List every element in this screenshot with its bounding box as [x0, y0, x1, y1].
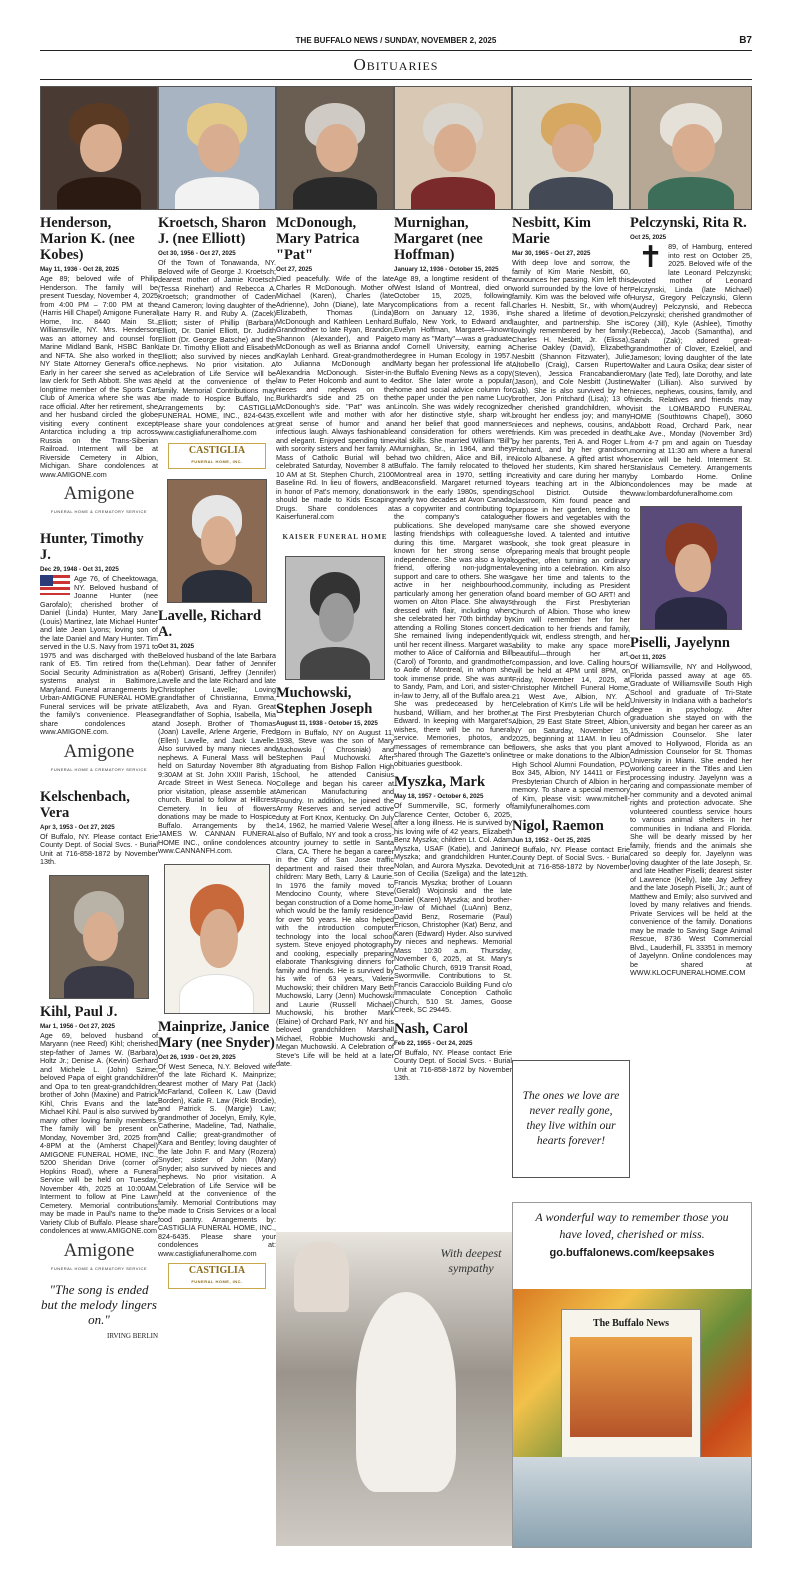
obit-name: Muchowski, Stephen Joseph [276, 684, 373, 717]
piselli-photo [640, 506, 742, 630]
stream-image [513, 1457, 751, 1547]
castiglia-logo: CASTIGLIA FUNERAL HOME, INC. [168, 443, 266, 469]
keepsakes-tagline: A wonderful way to remember those you have loved, cherished or miss. [535, 1210, 729, 1241]
obit-dates: Oct 11, 2025 [630, 654, 666, 661]
obit-body: Born in Buffalo, NY on August 11, 1938, Steve was the son of Mary Muchowski ( Chrosniak) and Stephen Paul Muchowski. After graduating from Bishop Fallon High School, he attended Canisius College and began his career at American Manufacturing and Foundry. In addition, he joined the Army Reserves and served active duty at Fort Knox, Kentucky. On July 14, 1962, he married Valerie Wesel, also of Buffalo, NY and took a cross-country journey to settle in Santa Clara, CA. There he began a career in the City of San Jose traffic department and raised their three children: Mary Beth, Larry & Laurie. In 1976 the family moved to Mendocino County, where Steve began construction of a Dome home, which would be the family residence for over 50 years. He also helped with the introduction computer technology into the local school system. Steve enjoyed photography and cooking, especially preparing elaborate Thanksgiving dinners for family and friends. He is survived by his wife of 63 years, Valerie Muchowski; their children Mary Beth Muchowski, Larry (Jenn) Muchowski and Laurie (Russell Michael) Muchowski, his brother Mark (Elaine) of Orchard Park, NY and his beloved grandchildren Marshall Michael, Robbie Muchowski and Megan Muchowski. A Celebration of Steve's Life will be held at a later date. [276, 727, 394, 1068]
card-image [570, 1337, 692, 1437]
obit-body: Of Buffalo, NY. Please contact Erie County Dept. of Social Svcs. - Burial Unit at 716-858-1872 by November 13th. [40, 831, 158, 866]
amigone-logo: Amigone FUNERAL HOME & CREMATORY SERVICE [50, 1239, 148, 1271]
obit-body: Beloved husband of the late Barbara (Lehman). Dear father of Jennifer (Robert) Grisanti, Jeffrey (Jennifer) Lavelle and the late Richard and late Christopher Lavelle; Loving grandfather of Christianna, Emma, Elizabeth, Ava and Ryan. Great grandfather of Sophia, Isabella, Mia and Joseph. Brother of Thomas (Joan) Lavelle, Arlene Argerie, Fred (Ellen) Lavelle, and Jack Lavelle. Also survived by many nieces and nephews. A Funeral Mass will be held on Saturday November 8th at 9:30AM at St. John XXIII Parish, 1 Arcade Street in West Seneca. No prior visitation, please assemble at church. Burial to follow at Hillcrest Cemetery. In lieu of flowers donations may be made to Hospice Buffalo. Arrangements by the JAMES W. CANNAN FUNERAL HOME INC., online condolences at www.CANNANFH.com. [158, 650, 276, 855]
page-number: B7 [739, 35, 752, 46]
obit-body: Age 76, of Cheektowaga, NY. Beloved husband of Joanne Hunter (nee Garofalo); cherished brother of Daniel (Linda) Hunter, Mary Jane (Louis) Martinez, late Michael Hunter and late Jean Lyons; loving son of the late Daniel and Mary Hunter. Tim served in the U.S. Navy from 1971 to 1975 and was discharged with the rank of E5. Tim retired from the Social Security Administration as a systems analyst in Baltimore, Maryland. Funeral arrangements by Urban-AMIGONE FUNERAL HOME. Funeral services will be private at the family's convenience. Please share condolences at www.AMIGONE.com. [40, 574, 158, 736]
obit-body: Of Buffalo, NY. Please contact Erie County Dept. of Social Svcs. - Burial Unit at 716-858-1872 by November 12th. [512, 844, 630, 879]
obit-dates: Oct 30, 1956 - Oct 27, 2025 [158, 250, 236, 257]
obit-dates: Apr 3, 1953 - Oct 27, 2025 [40, 823, 115, 831]
obit-body: Of Buffalo, NY. Please contact Erie County Dept. of Social Svcs. - Burial Unit at 716-858-1872 by November 13th. [394, 1047, 512, 1082]
obit-name: Nash, Carol [394, 1020, 468, 1037]
obit-body: Of Summerville, SC, formerly of Clarence Center, October 6, 2025, after a long illness. He is survived by his loving wife of 42 years, Elizabeth Benz Myszka; children Lt. Col. Adam Myszka, USAF (Katie), and Janine Myszka; and grandchildren Hunter, Nolan, and Aurora Myszka. Devoted son of Cecilia (Szeliga) and the late Francis Myszka; brother of Louann (Gerald) Wojcinski and the late Daniel (Karen) Myszka; and brother-in-law of Michael (LuAnn) Benz, David Benz, Rosemarie (Paul) Ericson, Christopher (Kat) Benz, and Karen (Edward) Hyder. Also survived by nieces and nephews. Memorial Mass 10:30 a.m. Thursday, November 6, 2025, at St. Mary's Catholic Church, 6919 Transit Road, Swormville. Contributions to St. Francis Caracciolo Building Fund c/o Immaculate Conception Catholic Church, 510 St. James, Goose Creek, SC 29445. [394, 801, 512, 1014]
obit-name: Kelschenbach, Vera [40, 788, 130, 821]
obit-name: Piselli, Jayelynn [630, 635, 730, 651]
amigone-logo: Amigone FUNERAL HOME & CREMATORY SERVICE [50, 740, 148, 772]
obit-name: Nesbitt, Kim Marie [512, 215, 591, 247]
section-banner [40, 50, 752, 80]
keepsakes-ad [512, 1202, 752, 1548]
obit-body: With deep love and sorrow, the family of Kim Marie Nesbitt, 60, announces her passing. Kim left this world surrounded by the love of her family. Kim was the beloved wife of Charles H. Nesbitt, Sr., with whom she shared a lifetime of devotion, laughter, and partnership. She is lovingly remembered by her family: Charles H. Nesbitt, Jr. (Elissa), Cherise Oakley (David), Elizabeth Nesbitt (Shannon Fitzwater), Julie Altobello (Craig), Carsen Ruperto (Steven), Jessica Francabandiero (Jason), and Cole Nesbitt (Justine Gab). She is also survived by her brother, Jon Pritchard (Lisa); 13 of her cherished grandchildren, who brought her endless joy; and many nieces and nephews, cousins, and friends. Kim was preceded in death by her parents, Teri A. and Roger L. Pritchard, and by her grandson, Nicolo Albanese. A gifted artist who loved her students, Kim shared her creativity and care during her many years teaching art in the Albion School District. Outside the classroom, Kim found peace and purpose in her garden, tending to her flowers and vegetables with the same care she showed everyone she loved. A talented and intuitive book, she took great pleasure in preparing meals that brought people together, often turning an ordinary evening into a celebration. Kim also gave her time and talents to the community, including as President and board member of GO ART! and through the First Presbyterian Church of Albion. Those who knew Kim will remember her for her dedication to her friends and family, quick wit, endless strength, and her ability to make any space more beautiful—through her art, compassion, and love. Calling hours will be held at 4PM until 8PM, on Friday, November 14, 2025, at Christopher Mitchell Funeral Home, 21 West Ave, Albion, NY. A Celebration of Kim's Life will be held at The First Presbyterian Church of Albion, 29 East State Street, Albion, NY on Saturday, November 15, 2025, beginning at 11AM. In lieu of flowers, she asks that you plant a tree or make donations to the Albion High School Alumni Foundation, PO Box 345, Albion, NY 14411 or First Presbyterian Church of Albion in her memory. To share a special memory of Kim, please visit: www.mitchell-familyfuneralhomes.com [512, 258, 630, 811]
section-title: Obituaries [353, 55, 439, 74]
obit-body: Died peacefully. Wife of the late Charles R McDonough. Mother of Michael (Karen), Charles (late Adrienne), John (Diane), late Mary Elizabeth, Thomas (Linda) McDonough and Kathleen Lenhard. Grandmother to late Ryan, Brandon, Shannon (Alexander), and Paige McDonough as well as Brianna and Kaylah Lenhard. Great-grandmother to Julianna McDonough and Alexandria McDonough. Sister-in-law to Peter Holcomb and aunt to 4 nieces and nephews on the Burkhardt's side and 25 on the McDonough's side. "Pat" was an excellent wife and mother with a great sense of humor and an infectious laugh. Always fashionable and elegant. Enjoyed spending time with sorority sisters and her family. A Mass of Catholic Burial will be celebrated Saturday, November 8 at 10 AM at St. Stephen Church, 2100 Baseline Rd. In lieu of flowers, and in honor of Pat's memory, donations should be made to Kids Escaping Drugs. Share condolences at Kaiserfuneral.com [276, 274, 394, 521]
obit-dates: Feb 22, 1955 - Oct 24, 2025 [394, 1039, 473, 1047]
column-2 [158, 86, 276, 1299]
obit-body: Of West Seneca, N.Y. Beloved wife of the late Richard K. Mainprize; dearest mother of Mary Pat (Jack) McFarland, Colleen K. Law (David Borden), Katie R. Law (Rick Brodie), and Patrick S. (Margie) Law; grandmother of Jocelyn, Emily, Kyle, Catherine, Madeline, Tad, Nathalie, and Callie; great-grandmother of Kara and Bentley; loving daughter of the late John F. and Mary (Rozera) Snyder; sister of John (Mary) Snyder; also survived by nieces and nephews. No prior visitation. A Celebration of Life Service will be held at the convenience of the family. Memorial Contributions may be made to Crisis Services or a local food pantry. Arrangements by: CASTIGLIA FUNERAL HOME, INC., 824-6435. Please share your condolences at: www.castigliafuneralhome.com [158, 1061, 276, 1258]
obit-dates: January 12, 1936 - October 15, 2025 [394, 266, 499, 273]
obit-dates: May 11, 1936 - Oct 28, 2025 [40, 266, 120, 273]
lavelle-photo [167, 479, 266, 603]
flower-image [294, 1242, 349, 1312]
obit-name: Lavelle, Richard A. [158, 607, 262, 640]
us-flag-icon [40, 575, 70, 595]
nesbitt-photo [512, 86, 630, 210]
column-4 [394, 86, 512, 1083]
obit-dates: Oct 25, 2025 [630, 234, 667, 241]
obit-dates: Dec 29, 1948 - Oct 31, 2025 [40, 566, 119, 573]
obit-name: Kroetsch, Sharon J. (nee Elliott) [158, 215, 267, 247]
obit-dates: August 11, 1938 - October 15, 2025 [276, 719, 378, 727]
memorial-quote-box [512, 1060, 630, 1178]
obit-name: Kihl, Paul J. [40, 1003, 118, 1020]
kaiser-logo: KAISER FUNERAL HOME [282, 532, 388, 541]
obit-dates: Oct 27, 2025 [276, 266, 313, 273]
obit-name: Mainprize, Janice Mary (nee Snyder) [158, 1018, 275, 1051]
column-5 [512, 86, 630, 880]
column-6 [630, 86, 752, 978]
keepsake-card [561, 1309, 701, 1459]
mcdonough-photo [276, 86, 394, 210]
autumn-landscape-image [513, 1289, 751, 1547]
obit-dates: Oct 31, 2025 [158, 642, 195, 650]
kroetsch-photo [158, 86, 276, 210]
obit-name: Nigol, Raemon [512, 817, 604, 834]
column-3 [276, 86, 394, 1069]
obit-dates: May 18, 1957 - October 6, 2025 [394, 793, 484, 800]
masthead: THE BUFFALO NEWS / SUNDAY, NOVEMBER 2, 2025 [295, 36, 497, 45]
obit-dates: Mar 30, 1965 - Oct 27, 2025 [512, 250, 591, 257]
ones-we-love-quote: The ones we love are never really gone, they live within our hearts forever! [522, 1090, 620, 1147]
mainprize-photo [164, 864, 270, 1014]
obit-dates: Mar 1, 1956 - Oct 27, 2025 [40, 1022, 115, 1030]
column-1 [40, 86, 158, 1344]
castiglia-logo: CASTIGLIA FUNERAL HOME, INC. [168, 1263, 266, 1289]
obit-body: Age 89, a longtime resident of the West Island of Montreal, died on October 15, 2025, following complications from a recent fall. Born on January 12, 1936, in Buffalo, New York, to Edward and Evelyn Hoffman, Margaret—known to many as "Marty"—was a graduate of Cornell University, earning a degree in Human Ecology in 1957. Marty began her professional life at the Buffalo Evening News as a copy editor. She later wrote a popular home and social advice column for the paper under the pen name Lucy Lincoln. She was widely recognized for her distinctive style, sharp wit, and her belief that good manners and consideration for others were vital skills. She married William "Bill" Murnighan, Sr., in 1964, and they had two children, Alice and Bill, in Buffalo. The family relocated to the Montreal area in 1970, settling in Beaconsfield. Margaret returned to work in the early 1980s, spending nearly two decades at Avon Canada as a copywriter and contributing to the company's catalogue publications. She developed many lasting friendships with colleagues during this time. Margaret was known for her strong sense of independence. She was also a loyal friend, offering non-judgmental support and care to others. She was active in her neighbourhood, particularly among her generation of women on Alton Place. She always dressed with flair, including when she celebrated her 70th birthday by attending a Rolling Stones concert. She remained living independently until her recent illness. Margaret was mother to Alice of California and Bill (Carol) of Toronto, and grandmother to Aoife of Montreal, in whom she took immense pride. She was aunt to Sandy, Pam, and Lori, and sister-in-law to Jerry, all of the Buffalo area. She was predeceased by her husband, William, and her brother, Edward. In keeping with Margaret's wishes, there will be no funeral service. Memories, photos, and messages of remembrance can be shared through The Gazette's online obituaries guestbook. [394, 274, 512, 768]
obit-body: Of the Town of Tonawanda, NY. Beloved wife of George J. Kroetsch; dearest mother of Jamie Kroetsch (Tessa Rinehart) and Rebecca A. Kroetsch; grandmother of Caden and Cameron; loving daughter of the late Harry R. and Ruby A. (Zacek) Elliott; sister of Phillip (Barbara) Elliott, Dr. Daniel Elliott, Dr. Judith Elliott (Dr. George Batsche) and the late Dr. Timothy Elliott and Elisabeth Elliott; also survived by nieces and nephews. No prior visitation. A Celebration of Life Service will be held at the convenience of the family. Memorial Contributions may be made to Hospice Buffalo, Inc. Arrangements by: CASTIGLIA FUNERAL HOME, INC., 824-6435. Please share your condolences at: www.castigliafuneralhome.com [158, 258, 276, 437]
obit-body: ✝ 89, of Hamburg, entered into rest on October 25, 2025. Beloved wife of the late Leonard Pelczynski; devoted mother of Leonard Pelczynski, Linda (late Michael) Hurysz, Gregory Pelczynski, Glenn (Audrey) Pelczynski, and Rebecca Pelczynski; cherished grandmother of Corey (Jill), Kyle (Ashlee), Timothy (Rebecca), Jacob (Samantha), and Sarah (Zak); adored great-grandmother of Clover, Ezekiel, and Jameson; loving daughter of the late Walter and Laura Osika; dear sister of Mary (late Ted), late Dorothy, and late Walter (Lillian). Also survived by nieces, nephews, cousins, family, and friends. Relatives and friends may visit the LOMBARDO FUNERAL HOME (Southtowns Chapel), 3060 Abbott Road, Orchard Park, near Lake Ave., Monday (November 3rd) from 4-7 pm and again on Tuesday morning at 11:30 am where a funeral service will be held. Interment St. Stanislaus Cemetery. Arrangements by Lombardo Home. Online condolences may be made at www.lombardofuneralhome.com [630, 240, 752, 498]
obit-name: Pelczynski, Rita R. [630, 215, 747, 231]
obit-name: McDonough, Mary Patrica "Pat" [276, 215, 360, 263]
song-quote: "The song is ended but the melody lingers on." IRVING BERLIN [41, 1281, 158, 1340]
henderson-photo [40, 86, 158, 210]
cross-icon: ✝ [638, 240, 664, 275]
obit-dates: Oct 26, 1939 - Oct 29, 2025 [158, 1053, 236, 1061]
obit-name: Myszka, Mark [394, 774, 486, 790]
murnighan-photo [394, 86, 512, 210]
page-header [40, 36, 752, 50]
obit-name: Murnighan, Margaret (nee Hoffman) [394, 215, 483, 263]
angel-sympathy-ad [276, 1232, 512, 1546]
obit-body: Age 89; beloved wife of Philip Henderson. The family will be present Tuesday, November 4, 2025 from 4:00 PM – 7:00 PM at the (Harris Hill Chapel) Amigone Funeral Home, Inc. 8440 Main St., Williamsville, NY. Mrs. Henderson was an attorney and counsel for Marine Midland Bank, HSBC Bank and NFTA. She also worked in the NY State Attorney General's office. Early in her career she served as a law clerk for Seth Abbott. She was a longtime member of the Sports Car Club of America where she was a race official. After her retirement, she and her husband circled the globe visiting every continent except Antarctica including a trip across Russia on the Trans-Siberian Railroad. Interment will be at Riverside Cemetery in Albion, Michigan. Share condolences at www.AMIGONE.com [40, 274, 158, 479]
angel-statue-image [356, 1292, 456, 1492]
muchowski-photo [285, 556, 384, 680]
sympathy-text: With deepest sympathy [440, 1246, 502, 1275]
amigone-logo: Amigone FUNERAL HOME & CREMATORY SERVICE [50, 483, 148, 514]
pelczynski-photo [630, 86, 752, 210]
obit-name: Hunter, Timothy J. [40, 531, 144, 563]
kihl-photo [49, 875, 148, 999]
keepsakes-url[interactable]: go.buffalonews.com/keepsakes [549, 1247, 715, 1259]
obit-body: Age 69, beloved husband of Maryann (nee Reed) Kihl; cherished step-father of James W. (Barbara) Holtz Jr.; Denise A. (Kevin) Gerhard and Michele L. (John) Szime; beloved Papa of eight grandchildren and Opa to ten great-grandchildren; brother of John (Maxine) and Patrick Kihl, Chris Evans and the late Michael Kihl. Paul is also survived by many other loving family members. The family will be present on Monday, November 3rd, 2025 from 4-8PM at the (Amherst Chapel) AMIGONE FUNERAL HOME, INC., 5200 Sheridan Drive (corner of Hopkins Road), where a Funeral Service will be held on Tuesday, November 4th, 2025 at 10:00AM. Interment to follow at Pine Lawn Cemetery. Memorial contributions may be made in Paul's name to the Variety Club of Buffalo. Please share condolences at www.AMIGONE.com [40, 1030, 158, 1235]
obit-dates: Jun 13, 1952 - Oct 25, 2025 [512, 836, 591, 844]
obit-body: Of Williamsville, NY and Hollywood, Florida passed away at age 65. Graduate of Williamsville South High School and graduate of Tri-State University in Indiana with a bachelor's degree in psychology. After graduation she stayed on with the university and began her career as an Admission Counselor. She later moved to Hollywood, Florida as an Admission Counselor for St. Thomas University in Miami. She ended her working career in the Titles and Lien processing industry. Jayelynn was a caring and compassionate member of her community and a devoted animal rights and protection advocate. She volunteered countless service hours to various animal shelters in her communities in Indiana and Florida. She will be dearly missed by her family, friends and the animals she cared so deeply for. Jayelynn was loving daughter of the late Joseph, Sr. and late Heather Piselli; dearest sister of Lawrence (Kelly), late Jay Jeffrey and the late Joseph Piselli, Jr.; aunt of Matthew and Emily; also survived and loved by many relatives and friends. Private Services will be held at the convenience of the family. Donations may be made to Saving Sage Animal Rescue, 8736 West Commercial Blvd., Lauderhill, FL 33351 in memory of Jayelynn. Online condolences may be shared at WWW.KLOCFUNERALHOME.COM [630, 662, 752, 977]
obit-name: Henderson, Marion K. (nee Kobes) [40, 215, 135, 263]
buffalo-news-logo: The Buffalo News [592, 1318, 670, 1329]
